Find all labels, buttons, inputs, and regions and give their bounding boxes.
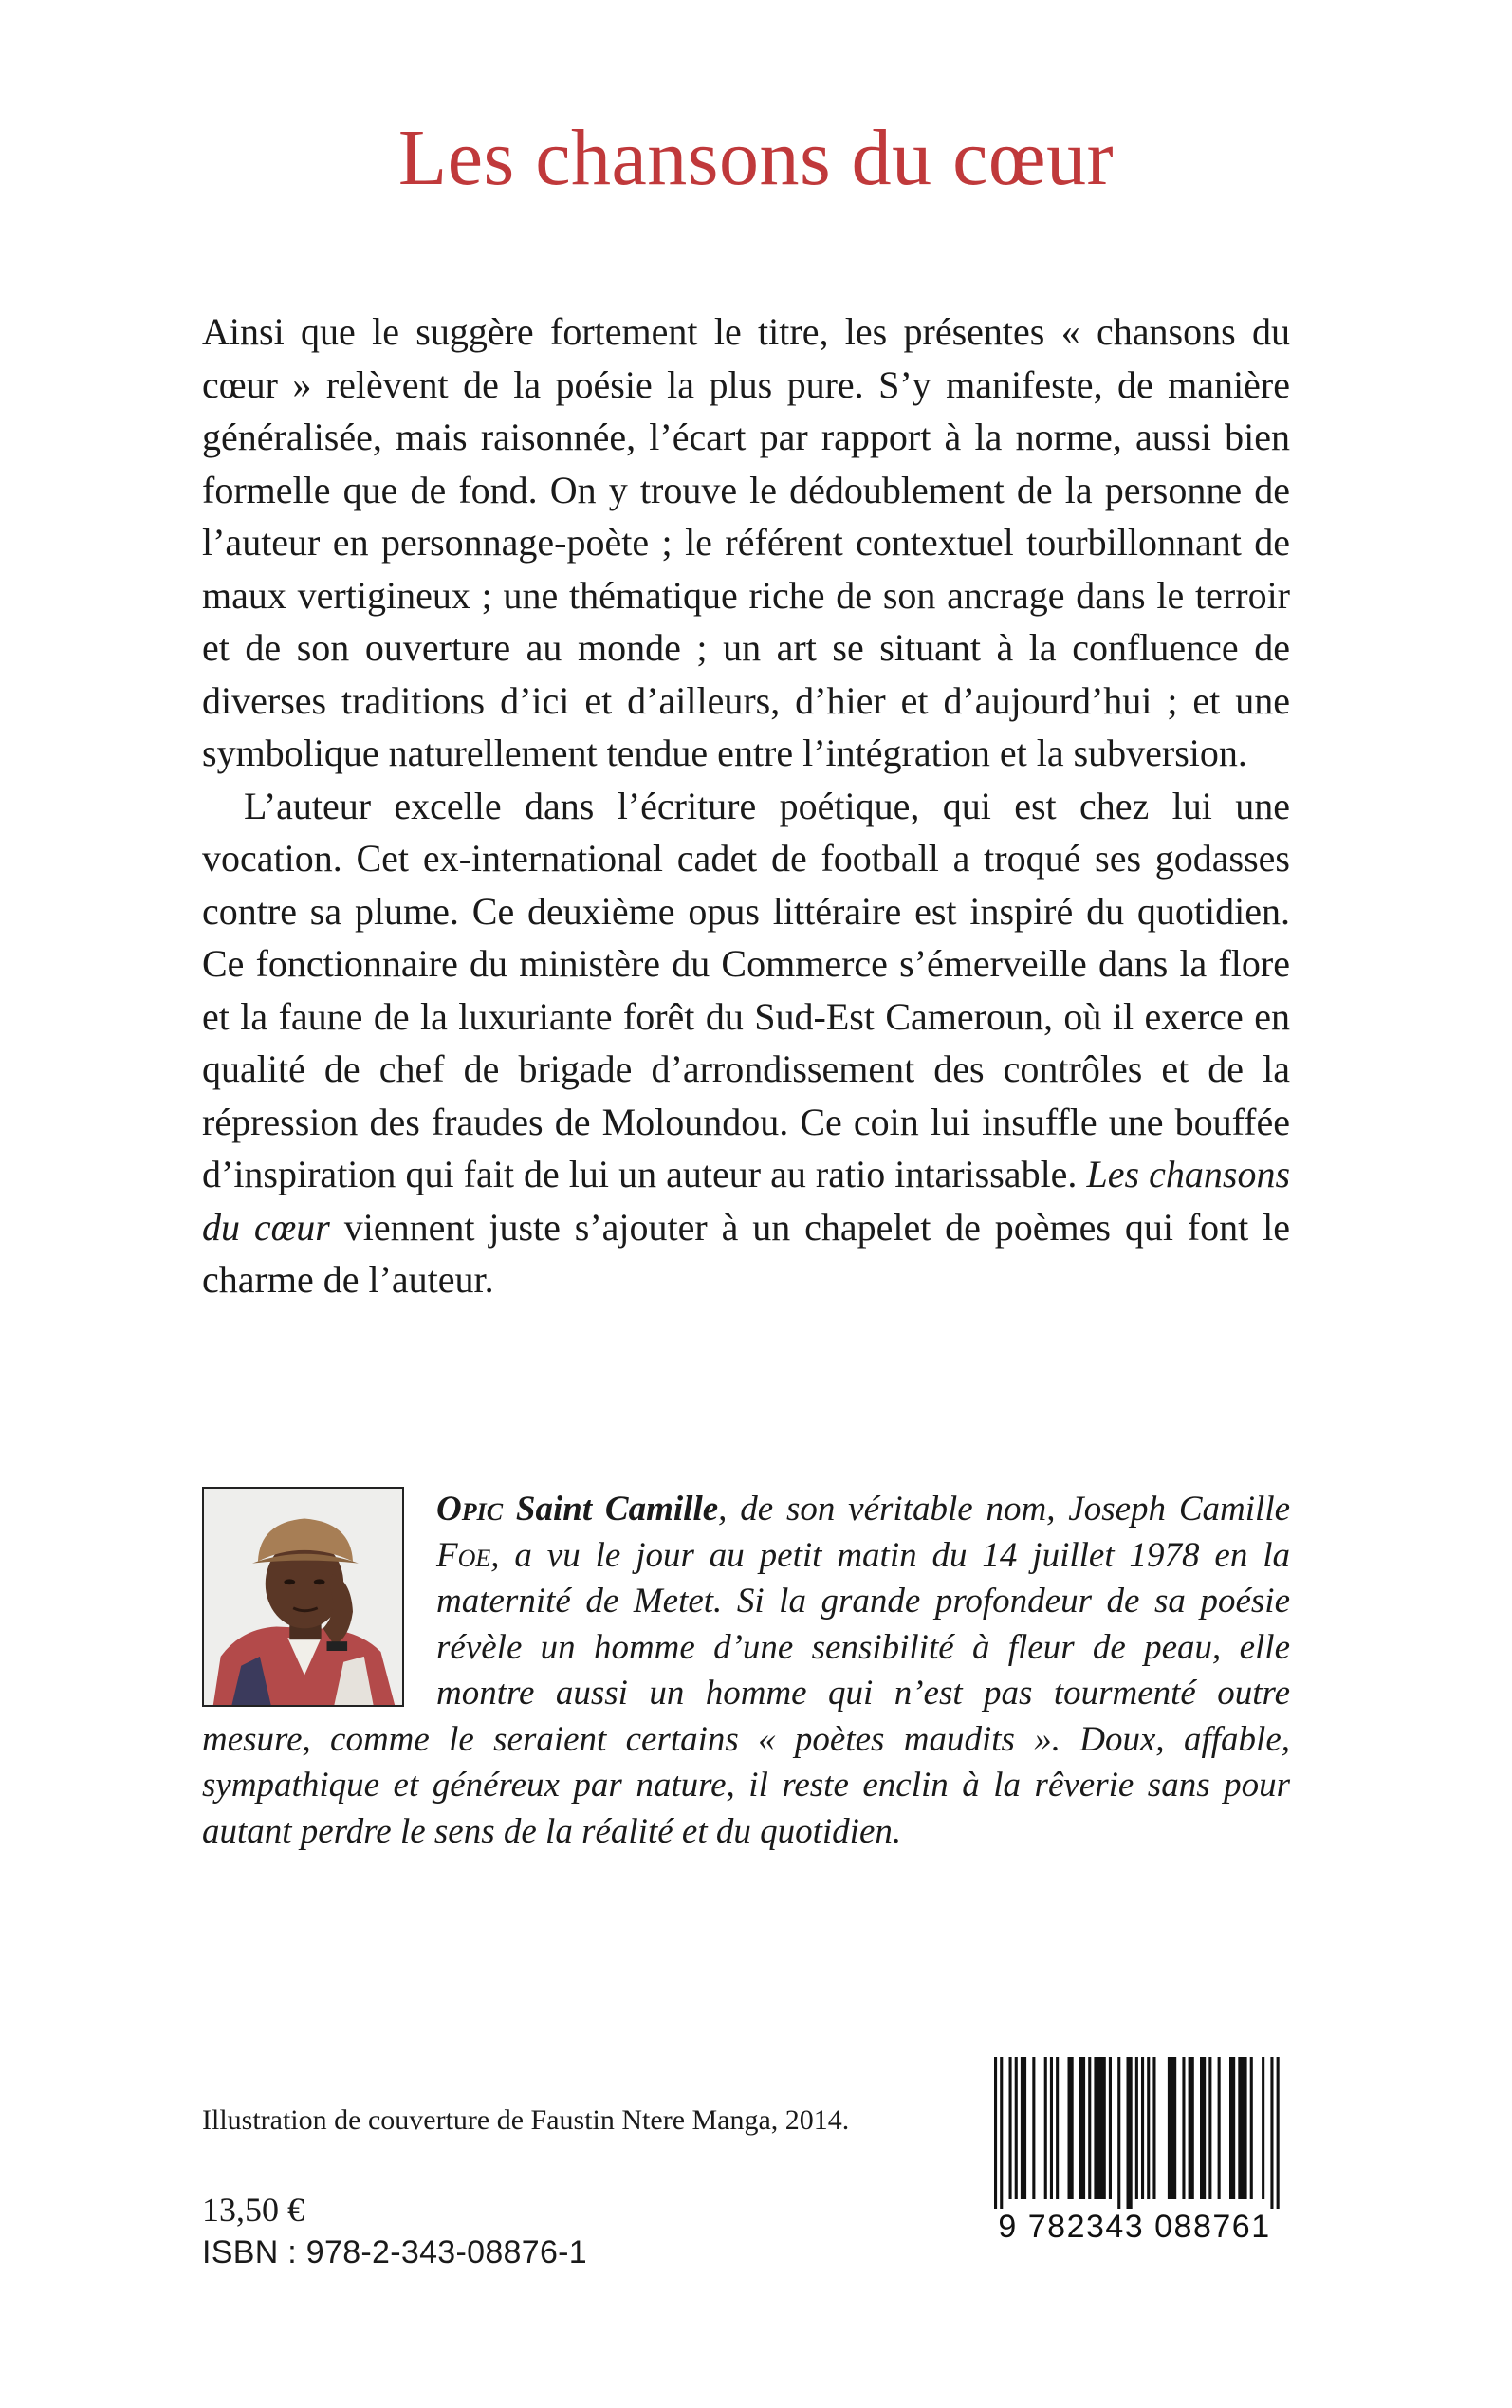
- synopsis-paragraph-1: Ainsi que le suggère fortement le titre, les présentes « chansons du cœur » relèvent de la poésie la plus pure. S’y manifeste, de manière généralisée, mais raisonnée, l’écart par rapport à la norme, aussi bien formelle que de fond. On y trouve le dédoublement de la personne de l’auteur en personnage-poète ; le référent contextuel tourbillonnant de maux vertigineux ; une thématique riche de son ancrage dans le terroir et de son ouverture au monde ; un art se situant à la confluence de diverses traditions d’ici et d’ailleurs, d’hier et d’aujourd’hui ; et une symbolique naturellement tendue entre l’intégration et la subversion.: [202, 310, 1290, 774]
- barcode-bar: [1021, 2057, 1026, 2199]
- barcode-bar: [1088, 2057, 1091, 2199]
- synopsis-italic-title: Les chansons du cœur: [202, 1153, 1291, 1249]
- barcode-bar: [994, 2057, 997, 2209]
- barcode-bar: [1152, 2057, 1155, 2199]
- barcode-bar: [1250, 2057, 1253, 2199]
- barcode-icon: [983, 2057, 1286, 2209]
- barcode-bar: [1032, 2057, 1035, 2199]
- author-surname: Foe: [436, 1535, 491, 1575]
- barcode: [983, 2057, 1286, 2285]
- barcode-bar: [1168, 2057, 1176, 2199]
- synopsis: [202, 306, 1290, 1306]
- barcode-bar: [1229, 2057, 1235, 2199]
- barcode-bar: [1000, 2057, 1003, 2209]
- barcode-bar: [1044, 2057, 1047, 2199]
- author-pen-name: Saint Camille: [515, 1490, 719, 1528]
- isbn: ISBN : 978-2-343-08876-1: [202, 2234, 588, 2270]
- author-photo: [202, 1487, 404, 1707]
- synopsis-paragraph-2-end: viennent juste s’ajouter à un chapelet de poèmes qui font le charme de l’auteur.: [202, 1205, 1291, 1301]
- barcode-bar: [1182, 2057, 1185, 2199]
- price: 13,50 €: [202, 2191, 304, 2229]
- author-bio-text-2: , a vu le jour au petit matin du 14 juillet 1978 en la maternité de Metet. Si la grande profondeur de sa poésie révèle un homme d’une sensibilité à fleur de peau, elle montre aussi un homme qui n’est pas tourmenté outre mesure, comme le seraient certains « poètes maudits ». Doux, affable, sympathique et généreux par nature, il reste enclin à la rêverie sans pour autant perdre le sens de la réalité et du quotidien.: [202, 1535, 1290, 1851]
- barcode-bar: [1050, 2057, 1053, 2199]
- author-portrait-icon: [204, 1489, 402, 1705]
- barcode-bar: [1189, 2057, 1194, 2199]
- barcode-bar: [1009, 2057, 1012, 2199]
- barcode-bar: [1056, 2057, 1059, 2199]
- barcode-digits: 9 782343 088761: [998, 2209, 1271, 2245]
- illustration-credit: Illustration de couverture de Faustin Ntere Manga, 2014.: [202, 2104, 850, 2136]
- barcode-bar: [1068, 2057, 1074, 2199]
- barcode-bar: [1141, 2057, 1144, 2199]
- author-bio: [202, 1487, 1290, 1855]
- barcode-bar: [1147, 2057, 1150, 2199]
- barcode-bar: [1270, 2057, 1273, 2209]
- barcode-bar: [1079, 2057, 1085, 2199]
- barcode-bar: [1262, 2057, 1264, 2199]
- barcode-bar: [1208, 2057, 1211, 2199]
- synopsis-paragraph-2: [202, 780, 1290, 1306]
- barcode-bar: [1117, 2057, 1120, 2209]
- barcode-bar: [1218, 2057, 1221, 2199]
- author-bio-text-1: , de son véritable nom, Joseph Camille: [718, 1490, 1291, 1528]
- barcode-bar: [1238, 2057, 1246, 2199]
- barcode-bar: [1109, 2057, 1112, 2199]
- barcode-bar: [1015, 2057, 1018, 2199]
- barcode-bar: [1135, 2057, 1138, 2199]
- barcode-bar: [1127, 2057, 1133, 2209]
- author-pen-name-prefix: Opic: [436, 1490, 504, 1528]
- barcode-bar: [1277, 2057, 1280, 2209]
- barcode-bar: [1094, 2057, 1105, 2199]
- barcode-bar: [1200, 2057, 1206, 2199]
- book-title: Les chansons du cœur: [397, 114, 1115, 202]
- synopsis-paragraph-2-text: L’auteur excelle dans l’écriture poétique, qui est chez lui une vocation. Cet ex-international cadet de football a troqué ses godasses contre sa plume. Ce deuxième opus littéraire est inspiré du quotidien. Ce fonctionnaire du ministère du Commerce s’émerveille dans la flore et la faune de la luxuriante forêt du Sud-Est Cameroun, où il exerce en qualité de chef de brigade d’arrondissement des contrôles et de la répression des fraudes de Moloundou. Ce coin lui insuffle une bouffée d’inspiration qui fait de lui un auteur au ratio intarissable.: [202, 784, 1290, 1195]
